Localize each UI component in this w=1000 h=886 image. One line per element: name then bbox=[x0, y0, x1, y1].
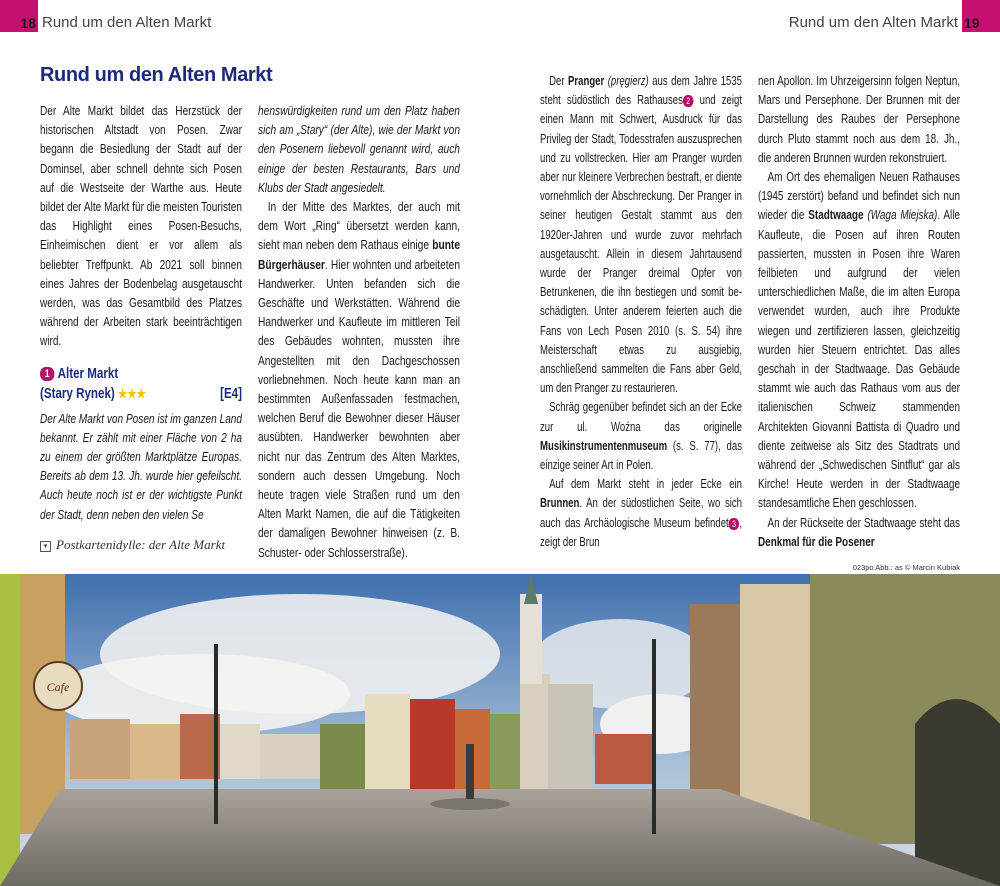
sight-heading bbox=[40, 364, 242, 404]
page-number-right bbox=[962, 0, 1000, 32]
page-number-left bbox=[0, 0, 38, 32]
page-number-right-text: 19 bbox=[964, 15, 980, 31]
bold-term: Musikinstrumentenmuseum bbox=[540, 438, 668, 453]
italic-text: (pręgierz) bbox=[604, 74, 649, 88]
page-number-left-text: 18 bbox=[20, 15, 36, 31]
text-segment: An der Rückseite der Stadtwaage steht das bbox=[767, 515, 960, 530]
text-column-2 bbox=[258, 102, 460, 563]
text-segment: (s. S. 77), das einzige seiner Art in Polen. bbox=[540, 438, 742, 473]
bold-term: Pranger bbox=[568, 74, 605, 88]
map-grid-reference: [E4] bbox=[220, 385, 242, 402]
chapter-title: Rund um den Alten Markt bbox=[40, 64, 273, 86]
text-segment: Schräg gegenüber befindet sich an der Ecke zur ul. Woźna das originelle bbox=[540, 400, 742, 434]
cafe-sign-text: Cafe bbox=[46, 680, 70, 694]
text-segment: aus dem Jahre 1535 steht südöstlich des Rathauses bbox=[540, 74, 742, 108]
text-segment: Der bbox=[549, 74, 569, 88]
running-title-left: Rund um den Alten Markt bbox=[42, 14, 212, 31]
paragraph bbox=[540, 475, 742, 552]
text-segment: . Alle Kaufleute, die Posen auf ihren Routen passierten, mussten in Posen ihre Waren feilbieten und aufgrund der vielen unterschiedlichen Maße, die im alten Europa verwendet wurden, auch ihre Produkte wiegen und zertifizieren lassen, gleichzeitig wurden hier Steuern entrichtet. Das alles geschah in der Stadtwaage. Das Gebäude stammt wie auch das Rathaus vom aus der italienischen Schweiz stammenden Architekten Giovanni Battista di Quadro und diente zeitweise als Sitz des Stadtrats und während der „Schwedischen Sintflut“ gar als Kirche! Heute werden in der Stadtwaage standesamtliche Ehen geschlossen. bbox=[758, 208, 960, 511]
text-segment: . Hier wohnten und arbeiteten Handwerker. Unten befanden sich die Geschäfte und Werkstätten. Während die Handwerker und Kaufleute im mittleren Teil des Gebäudes wohnten, mussten ihre Angestellten mit den Dachgeschossen vorliebnehmen. Noch heute kann man an bestimmten Außenfassaden festmachen, welchen Beruf die Bewohner dieser Häuser ausübten. Handwerker bewohnten aber nicht nur das Zentrum des Alten Marktes, sondern auch dessen Umgebung. Noch heute tragen viele Straßen rund um den Alten Markt Namen, die auf die Tätigkeiten der damaligen Bewohner hinweisen (z. B. Schuster- oder Schlosserstraße). bbox=[258, 257, 460, 560]
bold-term: Stadtwaage bbox=[808, 208, 864, 223]
text-segment: . An der südostlichen Seite, wo sich auch das Archäologische Museum befindet bbox=[540, 496, 742, 530]
rating-stars-icon: ★★★ bbox=[118, 385, 146, 401]
text-segment: In der Mitte des Marktes, der auch mit dem Wort „Ring“ übersetzt werden kann, sieht man neben dem Rathaus einige bbox=[258, 200, 460, 253]
paragraph bbox=[758, 168, 960, 514]
italic-text: (Waga Miejska) bbox=[863, 208, 938, 223]
sight-local-name: (Stary Rynek) bbox=[40, 385, 115, 402]
pillory bbox=[466, 744, 474, 799]
map-marker-badge: 2 bbox=[683, 95, 694, 107]
text-segment: Am Ort des ehemaligen Neuen Rathauses (1945 zerstört) befand und befindet sich nun wieder die bbox=[758, 170, 960, 223]
sight-description: Der Alte Markt von Posen ist im ganzen Land bekannt. Er zählt mit einer Fläche von 2 ha zu einem der größten Marktplätze Europas. Bereits ab dem 13. Jh. wurde hier gefeilscht. Auch heute noch ist er der wichtigste Punkt der Stadt, denn neben den vielen Se bbox=[40, 411, 242, 522]
photo-caption bbox=[40, 537, 225, 553]
paragraph bbox=[40, 102, 242, 352]
italic-text: henswürdigkeiten rund um den Platz haben sich am „Stary“ (der Alte), wie der Markt von den Posenern liebevoll genannt wird, auch einige der besten Restaurants, Bars und Klubs der Stadt angesiedelt. bbox=[258, 104, 460, 195]
paragraph bbox=[540, 398, 742, 475]
photo-credit: 023po Abb.: as © Marcin Kubiak bbox=[852, 563, 960, 572]
paragraph bbox=[258, 102, 460, 198]
left-column-block bbox=[40, 102, 242, 525]
bold-term: bunte Bürgerhäuser bbox=[258, 238, 460, 272]
text-column-4 bbox=[758, 72, 960, 552]
text-column-3 bbox=[540, 72, 742, 552]
text-segment: nen Apollon. Im Uhrzeigersinn folgen Neptun, Mars und Persephone. Der Brunnen mit der Darstellung des Raubes der Persephone durch Pluto stammt noch aus dem 18. Jh., die anderen Brunnen wurden rekonstruiert. bbox=[758, 74, 960, 165]
text-segment: , zeigt der Brun bbox=[540, 515, 742, 549]
bold-term: Brunnen bbox=[540, 496, 580, 511]
text-segment: Der Alte Markt bildet das Herzstück der historischen Altstadt von Posen. Zwar begann die Besiedlung der Stadt auf der Dominsel, aber schnell dehnte sich Posen auf die Westseite der Warthe aus. Heute bildet der Alte Markt für die meisten Touristen das Highlight eines Posen-Besuchs, Einheimischen dient er vor allem als beliebter Treffpunkt. Ab 2021 soll binnen eines Jahres der Bodenbelag ausgetauscht werden, was das Gesamtbild des Platzes während der Arbeiten stark beeinträchtigen wird. bbox=[40, 104, 242, 349]
text-segment: und zeigt einen Mann mit Schwert, Ausdruck für das Privileg der Stadt, Todesstrafen auszusprechen und zu vollstrecken. Hier am Pranger wurden aber nur kleinere Verbrechen bestraft, er diente vornehmlich der Abschreckung. Der Pranger in seiner heutigen Gestalt stammt aus den 1920er-Jahren und wurde zuvor mehrfach ausgetauscht. Allein in diesem Jahrtausend wurde der Pranger dreimal Opfer von Betrunkenen, die ihn bestiegen und somit beschädigten. Unter anderem feierten auch die Fans von Lech Posen 2010 (s. S. 54) ihre Meisterschaft etwas zu ausgiebig, anschließend sammelten die Fans aber Geld, um den Pranger zu restaurieren. bbox=[540, 93, 742, 396]
photo-caption-text: Postkartenidylle: der Alte Markt bbox=[56, 537, 226, 552]
text-segment: Auf dem Markt steht in jeder Ecke ein bbox=[549, 477, 742, 492]
sight-name: Alter Markt bbox=[57, 365, 119, 382]
street-lamp bbox=[652, 639, 656, 834]
old-market-photo bbox=[0, 574, 1000, 886]
text-column-1 bbox=[40, 102, 242, 352]
paragraph bbox=[258, 198, 460, 563]
paragraph bbox=[758, 514, 960, 552]
sight-number-badge: 1 bbox=[40, 367, 54, 381]
bold-term: Denkmal für die Posener bbox=[758, 534, 875, 549]
street-lamp bbox=[214, 644, 218, 824]
photo-pointer-icon: ▾ bbox=[40, 541, 51, 552]
map-marker-badge: 3 bbox=[729, 518, 740, 530]
paragraph bbox=[758, 72, 960, 168]
running-title-right: Rund um den Alten Markt bbox=[788, 14, 958, 31]
paragraph bbox=[540, 72, 742, 398]
